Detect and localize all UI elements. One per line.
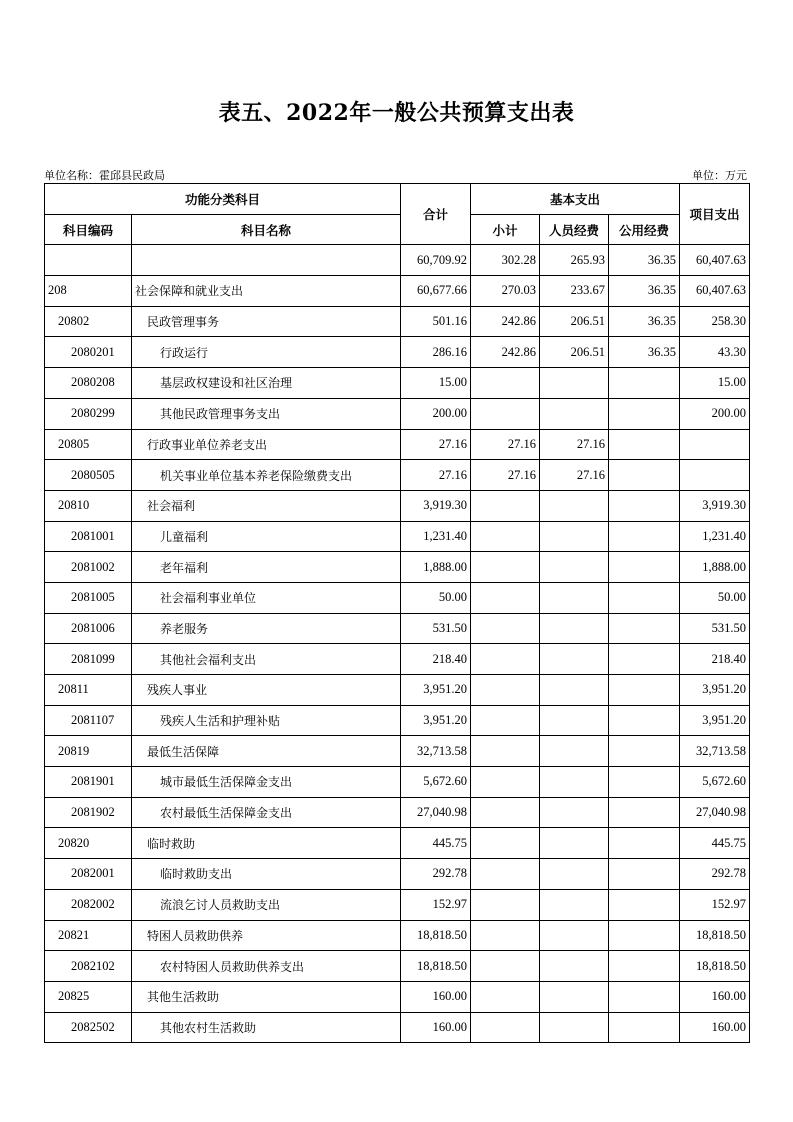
table-row [45, 490, 750, 521]
name-cell: 临时救助支出 [132, 859, 401, 890]
public-cell [609, 582, 680, 613]
total-cell: 15.00 [401, 368, 471, 399]
subtotal-cell: 27.16 [471, 460, 540, 491]
code-cell: 20825 [45, 981, 132, 1012]
public-cell [609, 675, 680, 706]
header-personnel: 人员经费 [540, 214, 609, 245]
header-basic: 基本支出 [471, 184, 680, 215]
personnel-cell [540, 1012, 609, 1043]
unit-label: 单位：万元 [692, 169, 747, 182]
personnel-cell [540, 828, 609, 859]
table-row [45, 306, 750, 337]
budget-expenditure-table [44, 183, 750, 1043]
table-row [45, 582, 750, 613]
table-row [45, 460, 750, 491]
project-cell: 1,231.40 [680, 521, 750, 552]
name-cell: 社会福利事业单位 [132, 582, 401, 613]
public-cell [609, 552, 680, 583]
project-cell: 258.30 [680, 306, 750, 337]
project-cell: 32,713.58 [680, 736, 750, 767]
total-cell: 32,713.58 [401, 736, 471, 767]
subtotal-cell [471, 552, 540, 583]
code-cell: 2080505 [45, 460, 132, 491]
name-cell [132, 245, 401, 276]
table-row [45, 920, 750, 951]
public-cell [609, 889, 680, 920]
subtotal-cell [471, 859, 540, 890]
table-row [45, 981, 750, 1012]
header-subtotal: 小计 [471, 214, 540, 245]
code-cell: 2080299 [45, 398, 132, 429]
code-cell: 20805 [45, 429, 132, 460]
total-cell: 160.00 [401, 1012, 471, 1043]
total-cell: 5,672.60 [401, 767, 471, 798]
subtotal-cell: 242.86 [471, 337, 540, 368]
total-cell: 160.00 [401, 981, 471, 1012]
project-cell: 160.00 [680, 1012, 750, 1043]
table-row [45, 552, 750, 583]
total-cell: 531.50 [401, 613, 471, 644]
subtotal-cell [471, 920, 540, 951]
table-header [45, 184, 750, 245]
table-row [45, 337, 750, 368]
header-code: 科目编码 [45, 214, 132, 245]
code-cell: 2082002 [45, 889, 132, 920]
code-cell: 2081099 [45, 644, 132, 675]
subtotal-cell: 302.28 [471, 245, 540, 276]
table-row [45, 736, 750, 767]
personnel-cell [540, 859, 609, 890]
code-cell: 20811 [45, 675, 132, 706]
total-cell: 501.16 [401, 306, 471, 337]
total-cell: 3,951.20 [401, 675, 471, 706]
total-cell: 60,677.66 [401, 276, 471, 307]
name-cell: 机关事业单位基本养老保险缴费支出 [132, 460, 401, 491]
personnel-cell: 206.51 [540, 337, 609, 368]
personnel-cell [540, 889, 609, 920]
code-cell: 20802 [45, 306, 132, 337]
project-cell: 50.00 [680, 582, 750, 613]
personnel-cell [540, 981, 609, 1012]
total-cell: 27.16 [401, 460, 471, 491]
name-cell: 其他农村生活救助 [132, 1012, 401, 1043]
name-cell: 民政管理事务 [132, 306, 401, 337]
personnel-cell [540, 582, 609, 613]
subtotal-cell [471, 1012, 540, 1043]
project-cell: 5,672.60 [680, 767, 750, 798]
total-cell: 18,818.50 [401, 920, 471, 951]
personnel-cell: 206.51 [540, 306, 609, 337]
project-cell: 3,951.20 [680, 675, 750, 706]
project-cell: 43.30 [680, 337, 750, 368]
code-cell: 2081107 [45, 705, 132, 736]
personnel-cell [540, 490, 609, 521]
table-row [45, 644, 750, 675]
project-cell: 445.75 [680, 828, 750, 859]
code-cell: 208 [45, 276, 132, 307]
personnel-cell [540, 951, 609, 982]
public-cell [609, 767, 680, 798]
name-cell: 其他生活救助 [132, 981, 401, 1012]
total-cell: 3,951.20 [401, 705, 471, 736]
unit-name-label: 单位名称：霍邱县民政局 [44, 169, 165, 182]
project-cell: 218.40 [680, 644, 750, 675]
project-cell: 18,818.50 [680, 951, 750, 982]
total-cell: 27.16 [401, 429, 471, 460]
public-cell [609, 613, 680, 644]
subtotal-cell [471, 490, 540, 521]
total-cell: 218.40 [401, 644, 471, 675]
public-cell [609, 951, 680, 982]
page-title: 表五、2022年一般公共预算支出表 [218, 100, 575, 126]
project-cell: 3,951.20 [680, 705, 750, 736]
name-cell: 其他民政管理事务支出 [132, 398, 401, 429]
project-cell [680, 460, 750, 491]
table-row [45, 951, 750, 982]
name-cell: 农村最低生活保障金支出 [132, 797, 401, 828]
personnel-cell [540, 705, 609, 736]
personnel-cell: 265.93 [540, 245, 609, 276]
subtotal-cell [471, 398, 540, 429]
subtotal-cell [471, 767, 540, 798]
name-cell: 养老服务 [132, 613, 401, 644]
code-cell: 2081902 [45, 797, 132, 828]
public-cell: 36.35 [609, 306, 680, 337]
subtotal-cell [471, 981, 540, 1012]
personnel-cell [540, 920, 609, 951]
public-cell [609, 920, 680, 951]
personnel-cell [540, 521, 609, 552]
subtotal-cell [471, 582, 540, 613]
code-cell [45, 245, 132, 276]
project-cell: 292.78 [680, 859, 750, 890]
table-row [45, 859, 750, 890]
subtotal-cell [471, 736, 540, 767]
public-cell: 36.35 [609, 276, 680, 307]
public-cell [609, 521, 680, 552]
project-cell [680, 429, 750, 460]
project-cell: 60,407.63 [680, 276, 750, 307]
total-cell: 445.75 [401, 828, 471, 859]
name-cell: 基层政权建设和社区治理 [132, 368, 401, 399]
subtotal-cell [471, 675, 540, 706]
code-cell: 2080201 [45, 337, 132, 368]
personnel-cell [540, 613, 609, 644]
table-row [45, 245, 750, 276]
code-cell: 20820 [45, 828, 132, 859]
project-cell: 18,818.50 [680, 920, 750, 951]
personnel-cell [540, 398, 609, 429]
subtotal-cell [471, 705, 540, 736]
project-cell: 3,919.30 [680, 490, 750, 521]
total-cell: 3,919.30 [401, 490, 471, 521]
name-cell: 儿童福利 [132, 521, 401, 552]
public-cell: 36.35 [609, 337, 680, 368]
public-cell [609, 705, 680, 736]
public-cell [609, 981, 680, 1012]
table-row [45, 705, 750, 736]
personnel-cell [540, 552, 609, 583]
code-cell: 2081006 [45, 613, 132, 644]
name-cell: 社会保障和就业支出 [132, 276, 401, 307]
project-cell: 531.50 [680, 613, 750, 644]
subtotal-cell [471, 613, 540, 644]
table-row [45, 521, 750, 552]
table-row [45, 767, 750, 798]
personnel-cell: 233.67 [540, 276, 609, 307]
table-body [45, 245, 750, 1043]
personnel-cell: 27.16 [540, 429, 609, 460]
public-cell [609, 368, 680, 399]
name-cell: 残疾人事业 [132, 675, 401, 706]
code-cell: 2080208 [45, 368, 132, 399]
personnel-cell [540, 644, 609, 675]
name-cell: 流浪乞讨人员救助支出 [132, 889, 401, 920]
project-cell: 200.00 [680, 398, 750, 429]
total-cell: 1,888.00 [401, 552, 471, 583]
name-cell: 行政事业单位养老支出 [132, 429, 401, 460]
name-cell: 农村特困人员救助供养支出 [132, 951, 401, 982]
subtotal-cell: 27.16 [471, 429, 540, 460]
project-cell: 15.00 [680, 368, 750, 399]
code-cell: 2081901 [45, 767, 132, 798]
table-row [45, 889, 750, 920]
name-cell: 行政运行 [132, 337, 401, 368]
name-cell: 临时救助 [132, 828, 401, 859]
name-cell: 其他社会福利支出 [132, 644, 401, 675]
header-public: 公用经费 [609, 214, 680, 245]
table-row [45, 429, 750, 460]
total-cell: 200.00 [401, 398, 471, 429]
code-cell: 20819 [45, 736, 132, 767]
public-cell [609, 859, 680, 890]
public-cell [609, 644, 680, 675]
table-row [45, 828, 750, 859]
table-row [45, 675, 750, 706]
public-cell [609, 490, 680, 521]
name-cell: 残疾人生活和护理补贴 [132, 705, 401, 736]
table-row [45, 368, 750, 399]
name-cell: 特困人员救助供养 [132, 920, 401, 951]
header-total: 合计 [401, 184, 471, 245]
public-cell [609, 828, 680, 859]
project-cell: 160.00 [680, 981, 750, 1012]
table-row [45, 613, 750, 644]
table-row [45, 276, 750, 307]
total-cell: 27,040.98 [401, 797, 471, 828]
project-cell: 152.97 [680, 889, 750, 920]
total-cell: 1,231.40 [401, 521, 471, 552]
subtotal-cell: 270.03 [471, 276, 540, 307]
personnel-cell [540, 368, 609, 399]
total-cell: 60,709.92 [401, 245, 471, 276]
project-cell: 1,888.00 [680, 552, 750, 583]
subtotal-cell [471, 828, 540, 859]
personnel-cell: 27.16 [540, 460, 609, 491]
code-cell: 2082502 [45, 1012, 132, 1043]
personnel-cell [540, 797, 609, 828]
code-cell: 20810 [45, 490, 132, 521]
subtotal-cell [471, 521, 540, 552]
public-cell [609, 429, 680, 460]
table-row [45, 398, 750, 429]
total-cell: 18,818.50 [401, 951, 471, 982]
subtotal-cell [471, 368, 540, 399]
public-cell [609, 797, 680, 828]
code-cell: 2081002 [45, 552, 132, 583]
total-cell: 286.16 [401, 337, 471, 368]
header-project: 项目支出 [680, 184, 750, 245]
code-cell: 2082001 [45, 859, 132, 890]
total-cell: 292.78 [401, 859, 471, 890]
code-cell: 2081005 [45, 582, 132, 613]
table-row [45, 797, 750, 828]
project-cell: 60,407.63 [680, 245, 750, 276]
project-cell: 27,040.98 [680, 797, 750, 828]
name-cell: 老年福利 [132, 552, 401, 583]
personnel-cell [540, 736, 609, 767]
public-cell: 36.35 [609, 245, 680, 276]
code-cell: 20821 [45, 920, 132, 951]
header-name: 科目名称 [132, 214, 401, 245]
table-row [45, 1012, 750, 1043]
subtotal-cell: 242.86 [471, 306, 540, 337]
personnel-cell [540, 675, 609, 706]
subtotal-cell [471, 644, 540, 675]
name-cell: 社会福利 [132, 490, 401, 521]
public-cell [609, 460, 680, 491]
total-cell: 152.97 [401, 889, 471, 920]
subtotal-cell [471, 797, 540, 828]
subtotal-cell [471, 951, 540, 982]
total-cell: 50.00 [401, 582, 471, 613]
code-cell: 2081001 [45, 521, 132, 552]
personnel-cell [540, 767, 609, 798]
name-cell: 城市最低生活保障金支出 [132, 767, 401, 798]
public-cell [609, 398, 680, 429]
name-cell: 最低生活保障 [132, 736, 401, 767]
public-cell [609, 736, 680, 767]
public-cell [609, 1012, 680, 1043]
header-func-category: 功能分类科目 [45, 184, 401, 215]
subtotal-cell [471, 889, 540, 920]
code-cell: 2082102 [45, 951, 132, 982]
